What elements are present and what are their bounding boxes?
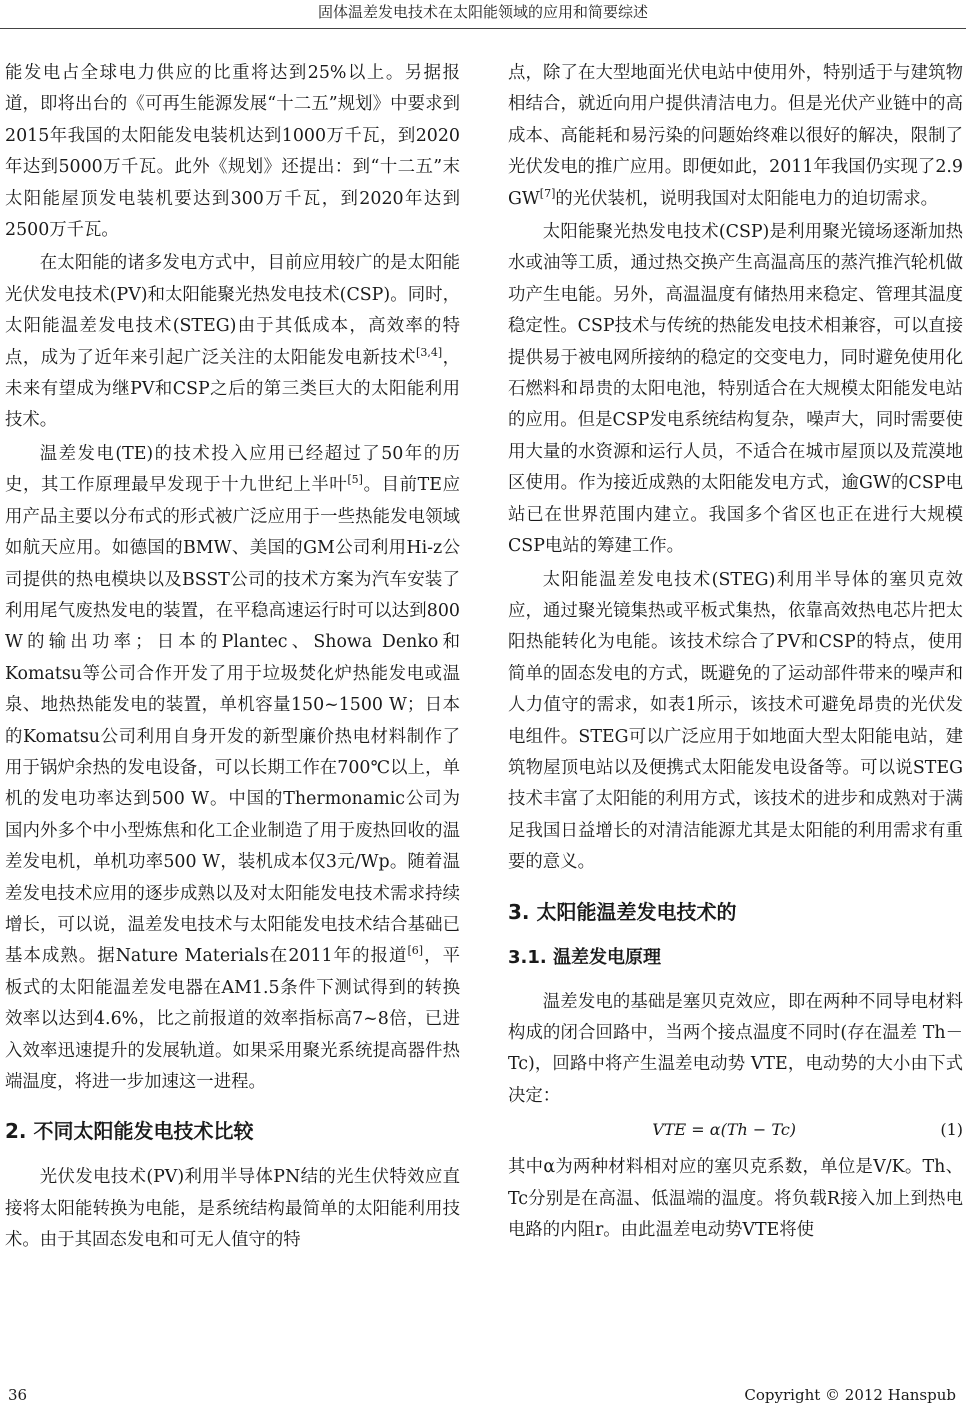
paragraph: 其中α为两种材料相对应的塞贝克系数，单位是V/K。Th、Tc分别是在高温、低温端的温度。将负载R接入加上到热电电路的内阻r。由此温差电动势VTE将使 bbox=[508, 1157, 963, 1240]
text: 在太阳能的诸多发电方式中，目前应用较广的是太阳能光伏发电技术(PV)和太阳能聚光热发电技术(CSP)。同时，太阳能温差发电技术(STEG)由于其低成本，高效率的特点，成为了近年来引起广泛关注的太阳能发电新技术 bbox=[5, 253, 460, 368]
paragraph: 太阳能聚光热发电技术(CSP)是利用聚光镜场逐渐加热水或油等工质，通过热交换产生高温高压的蒸汽推汽轮机做功产生电能。另外，高温温度有储热用来稳定、管理其温度稳定性。CSP技术与传统的热能发电技术相兼容，可以直接提供易于被电网所接纳的稳定的交变电力，同时避免使用化石燃料和昂贵的太阳电池，特别适合在大规模太阳能发电站的应用。但是CSP发电系统结构复杂，噪声大，同时需要使用大量的水资源和运行人员，不适合在城市屋顶以及荒漠地区使用。作为接近成熟的太阳能发电方式，逾GW的CSP电站已在世界范围内建立。我国多个省区也正在进行大规模CSP电站的筹建工作。 bbox=[508, 222, 963, 557]
paragraph: 太阳能温差发电技术(STEG)利用半导体的塞贝克效应，通过聚光镜集热或平板式集热，依靠高效热电芯片把太阳热能转化为电能。该技术综合了PV和CSP的特点，使用简单的固态发电的方式，既避免的了运动部件带来的噪声和人力值守的需求，如表1所示，该技术可避免昂贵的光伏发电组件。STEG可以广泛应用于如地面大型太阳能电站，建筑物屋顶电站以及便携式太阳能发电设备等。可以说STEG技术丰富了太阳能的利用方式，该技术的进步和成熟对于满足我国日益增长的对清洁能源尤其是太阳能的利用需求有重要的意义。 bbox=[508, 569, 963, 873]
text: ，未来有望成为继PV和CSP之后的第三类巨大的太阳能利用技术。 bbox=[5, 347, 460, 431]
section-heading: 2. 不同太阳能发电技术比较 bbox=[5, 1119, 254, 1144]
text: 。目前TE应用产品主要以分布式的形式被广泛应用于一些热能发电领域如航天应用。如德国的BMW、美国的GM公司利用Hi-z公司提供的热电模块以及BSST公司的技术方案为汽车安装了利用尾气废热发电的装置，在平稳高速运行时可以达到800 W的输出功率；日本的Plantec、Showa Denko和Komatsu等公司合作开发了用于垃圾焚化炉热能发电或温泉、地热热能发电的装置，单机容量150~1500 W；日本的Komatsu公司利用自身开发的新型廉价热电材料制作了用于锅炉余热的发电设备，可以长期工作在700℃以上，单机的发电功率达到500 W。中国的Thermonamic公司为国内外多个中小型炼焦和化工企业制造了用于废热回收的温差发电机，单机功率500 W，装机成本仅3元/Wp。随着温差发电技术应用的逐步成熟以及对太阳能发电技术需求持续增长，可以说，温差发电技术与太阳能发电技术结合基础已基本成熟。据Nature Materials在2011年的报道 bbox=[5, 475, 460, 967]
paragraph: 能发电占全球电力供应的比重将达到25%以上。另据报道，即将出台的《可再生能源发展“十二五”规划》中要求到2015年我国的太阳能发电装机达到1000万千瓦，到2020年达到5000万千瓦。此外《规划》还提出：到“十二五”末太阳能屋顶发电装机要达到300万千瓦，到2020年达到2500万千瓦。 bbox=[5, 63, 460, 241]
page-number: 36 bbox=[8, 1386, 28, 1404]
paragraph: 温差发电的基础是塞贝克效应，即在两种不同导电材料构成的闭合回路中，当两个接点温度不同时(存在温差 Th－Tc)，回路中将产生温差电动势 VTE，电动势的大小由下式决定： bbox=[508, 991, 963, 1106]
header-rule bbox=[0, 28, 966, 29]
subsection-heading: 3.1. 温差发电原理 bbox=[508, 946, 661, 968]
text: 的光伏装机，说明我国对太阳能电力的迫切需求。 bbox=[555, 188, 938, 209]
citation: [6] bbox=[407, 944, 424, 958]
citation: [3,4] bbox=[416, 345, 443, 359]
left-column bbox=[5, 58, 460, 1259]
copyright-notice: Copyright © 2012 Hanspub bbox=[744, 1386, 956, 1404]
text: 点，除了在大型地面光伏电站中使用外，特别适于与建筑物相结合，就近向用户提供清洁电力。但是光伏产业链中的高成本、高能耗和易污染的问题始终难以很好的解决，限制了光伏发电的推广应用。即便如此，2011年我国仍实现了2.9 GW bbox=[508, 63, 963, 209]
equation bbox=[508, 1114, 963, 1146]
paragraph: 光伏发电技术(PV)利用半导体PN结的光生伏特效应直接将太阳能转换为电能，是系统结构最简单的太阳能利用技术。由于其固态发电和可无人值守的特 bbox=[5, 1167, 460, 1251]
paragraph bbox=[5, 248, 460, 436]
section-heading: 3. 太阳能温差发电技术的 bbox=[508, 899, 737, 924]
text: 温差发电(TE)的技术投入应用已经超过了50年的历史，其工作原理最早发现于十九世纪上半叶 bbox=[5, 443, 460, 496]
equation-body: VTE = α(Th − Tc) bbox=[652, 1120, 797, 1140]
running-header: 固体温差发电技术在太阳能领域的应用和简要综述 bbox=[317, 3, 648, 21]
paragraph bbox=[5, 439, 460, 1099]
page-footer bbox=[0, 1386, 966, 1410]
paragraph bbox=[508, 58, 963, 215]
right-column bbox=[508, 58, 963, 1248]
text: ，平板式的太阳能温差发电器在AM1.5条件下测试得到的转换效率以达到4.6%，比之前报道的效率指标高7~8倍，已进入效率迅速提升的发展轨道。如果采用聚光系统提高器件热端温度，将进一步加速这一进程。 bbox=[5, 946, 460, 1092]
citation: [5] bbox=[347, 473, 363, 487]
equation-number: (1) bbox=[940, 1120, 963, 1140]
citation: [7] bbox=[539, 186, 556, 200]
